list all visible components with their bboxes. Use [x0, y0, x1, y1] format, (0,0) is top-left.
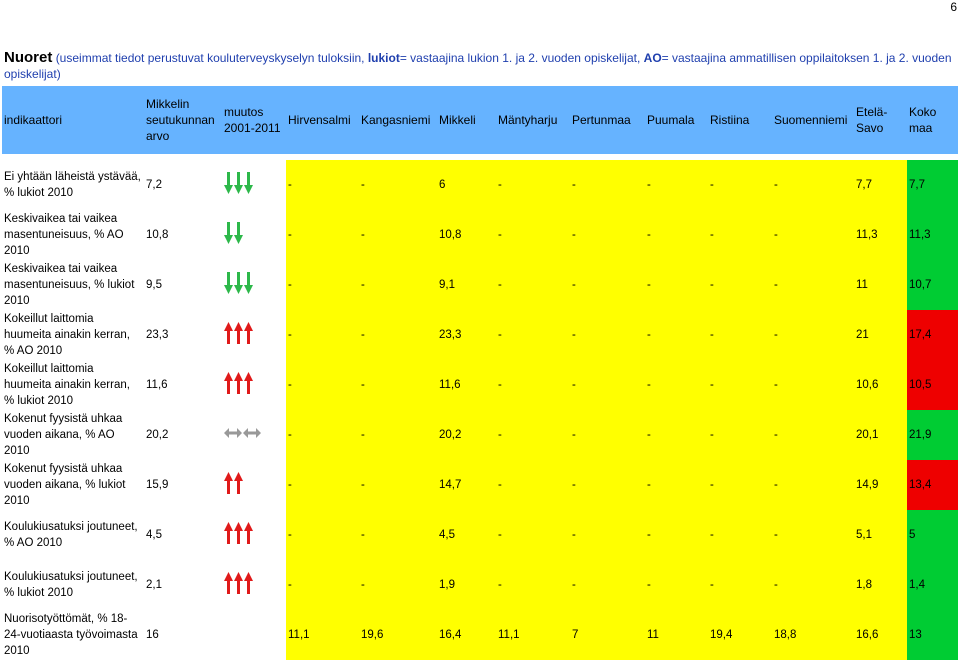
- koko-maa-cell: 13,4: [907, 460, 958, 510]
- red-up-arrow-icon: [234, 472, 243, 494]
- trend-arrows: [224, 472, 243, 494]
- muni-cell-suomenniemi: 18,8: [772, 610, 854, 660]
- koko-maa-cell: 10,7: [907, 260, 958, 310]
- muni-cell-kangasniemi: 19,6: [359, 610, 437, 660]
- etela-savo-cell: 5,1: [854, 510, 907, 560]
- col-header-suomenniemi: Suomenniemi: [772, 86, 854, 154]
- trend-arrows: [224, 428, 261, 438]
- muni-cell-puumala: -: [645, 360, 708, 410]
- muni-cell-puumala: 11: [645, 610, 708, 660]
- muni-cell-mikkeli: 9,1: [437, 260, 496, 310]
- muni-cell-mantyharju: -: [496, 310, 570, 360]
- muni-cell-kangasniemi: -: [359, 310, 437, 360]
- red-up-arrow-icon: [234, 572, 243, 594]
- muni-cell-pertunmaa: -: [570, 160, 645, 210]
- muni-cell-suomenniemi: -: [772, 260, 854, 310]
- muni-cell-hirvensalmi: -: [286, 560, 359, 610]
- arrow-shape: [224, 472, 233, 494]
- muni-cell-pertunmaa: 7: [570, 610, 645, 660]
- table-row: [2, 510, 958, 560]
- muni-cell-pertunmaa: -: [570, 310, 645, 360]
- muni-cell-suomenniemi: -: [772, 560, 854, 610]
- red-up-arrow-icon: [224, 322, 233, 344]
- green-down-arrow-icon: [244, 272, 253, 294]
- muni-cell-puumala: -: [645, 210, 708, 260]
- muni-cell-kangasniemi: -: [359, 560, 437, 610]
- muni-cell-puumala: -: [645, 410, 708, 460]
- koko-maa-cell: 11,3: [907, 210, 958, 260]
- etela-savo-cell: 14,9: [854, 460, 907, 510]
- green-down-arrow-icon: [224, 272, 233, 294]
- muni-cell-ristiina: -: [708, 160, 772, 210]
- koko-maa-cell: 5: [907, 510, 958, 560]
- muni-cell-pertunmaa: -: [570, 560, 645, 610]
- etela-savo-cell: 16,6: [854, 610, 907, 660]
- col-header-mantyharju: Mäntyharju: [496, 86, 570, 154]
- trend-arrows: [224, 572, 253, 594]
- col-header-koko-maa: Koko maa: [907, 86, 958, 154]
- muni-cell-hirvensalmi: -: [286, 510, 359, 560]
- muni-cell-puumala: -: [645, 460, 708, 510]
- muni-cell-mikkeli: 11,6: [437, 360, 496, 410]
- indicator-cell: Kokeillut laittomia huumeita ainakin kerran, % AO 2010: [2, 310, 144, 360]
- arrow-shape: [234, 372, 243, 394]
- muni-cell-puumala: -: [645, 560, 708, 610]
- muni-cell-mantyharju: -: [496, 210, 570, 260]
- muni-cell-kangasniemi: -: [359, 160, 437, 210]
- indicator-cell: Kokeillut laittomia huumeita ainakin kerran, % lukiot 2010: [2, 360, 144, 410]
- muni-cell-puumala: -: [645, 310, 708, 360]
- heading-ao-label: AO: [643, 51, 662, 65]
- trend-arrows: [224, 272, 253, 294]
- col-header-indicator: indikaattori: [2, 86, 144, 154]
- muni-cell-mikkeli: 14,7: [437, 460, 496, 510]
- page-heading: [4, 50, 956, 82]
- region-value-cell: 20,2: [144, 410, 222, 460]
- trend-cell: [222, 510, 286, 560]
- muni-cell-hirvensalmi: -: [286, 460, 359, 510]
- region-value-cell: 11,6: [144, 360, 222, 410]
- trend-arrows: [224, 222, 243, 244]
- region-value-cell: 15,9: [144, 460, 222, 510]
- red-up-arrow-icon: [234, 522, 243, 544]
- muni-cell-hirvensalmi: -: [286, 160, 359, 210]
- muni-cell-ristiina: -: [708, 510, 772, 560]
- page-number: 6: [950, 0, 957, 14]
- muni-cell-hirvensalmi: 11,1: [286, 610, 359, 660]
- arrow-shape: [244, 172, 253, 194]
- muni-cell-pertunmaa: -: [570, 360, 645, 410]
- muni-cell-mikkeli: 16,4: [437, 610, 496, 660]
- arrow-shape: [244, 272, 253, 294]
- arrow-shape: [224, 322, 233, 344]
- trend-cell: [222, 560, 286, 610]
- green-down-arrow-icon: [244, 172, 253, 194]
- etela-savo-cell: 10,6: [854, 360, 907, 410]
- muni-cell-pertunmaa: -: [570, 210, 645, 260]
- muni-cell-kangasniemi: -: [359, 460, 437, 510]
- table-row: [2, 560, 958, 610]
- etela-savo-cell: 11: [854, 260, 907, 310]
- arrow-shape: [234, 322, 243, 344]
- grey-double-arrow-icon: [243, 428, 261, 438]
- muni-cell-mantyharju: -: [496, 510, 570, 560]
- col-header-hirvensalmi: Hirvensalmi: [286, 86, 359, 154]
- indicator-table: [2, 86, 958, 660]
- green-down-arrow-icon: [234, 172, 243, 194]
- table-row: [2, 460, 958, 510]
- muni-cell-mikkeli: 23,3: [437, 310, 496, 360]
- muni-cell-suomenniemi: -: [772, 510, 854, 560]
- heading-note-part1: (useimmat tiedot perustuvat kouluterveyskyselyn tuloksiin,: [55, 51, 368, 65]
- muni-cell-mantyharju: -: [496, 560, 570, 610]
- trend-cell: [222, 210, 286, 260]
- etela-savo-cell: 20,1: [854, 410, 907, 460]
- green-down-arrow-icon: [224, 222, 233, 244]
- trend-cell: [222, 360, 286, 410]
- arrow-shape: [244, 322, 253, 344]
- muni-cell-suomenniemi: -: [772, 210, 854, 260]
- page-title: Nuoret: [4, 49, 53, 66]
- muni-cell-suomenniemi: -: [772, 460, 854, 510]
- arrow-shape: [234, 272, 243, 294]
- etela-savo-cell: 21: [854, 310, 907, 360]
- trend-arrows: [224, 322, 253, 344]
- muni-cell-ristiina: -: [708, 260, 772, 310]
- muni-cell-mikkeli: 6: [437, 160, 496, 210]
- arrow-shape: [224, 522, 233, 544]
- indicator-cell: Kokenut fyysistä uhkaa vuoden aikana, % lukiot 2010: [2, 460, 144, 510]
- col-header-mikkeli-region: Mikkelin seutukunnan arvo: [144, 86, 222, 154]
- heading-note-part3: = vastaajina ammatillisen oppilaitoksen 1. ja 2. vuoden opiskelijat): [4, 51, 952, 81]
- region-value-cell: 10,8: [144, 210, 222, 260]
- heading-note-part2: = vastaajina lukion 1. ja 2. vuoden opiskelijat,: [399, 51, 644, 65]
- koko-maa-cell: 1,4: [907, 560, 958, 610]
- red-up-arrow-icon: [244, 372, 253, 394]
- region-value-cell: 23,3: [144, 310, 222, 360]
- koko-maa-cell: 17,4: [907, 310, 958, 360]
- muni-cell-kangasniemi: -: [359, 260, 437, 310]
- arrow-shape: [224, 272, 233, 294]
- col-header-pertunmaa: Pertunmaa: [570, 86, 645, 154]
- region-value-cell: 7,2: [144, 160, 222, 210]
- table-row: [2, 310, 958, 360]
- table-row: [2, 210, 958, 260]
- red-up-arrow-icon: [224, 522, 233, 544]
- trend-arrows: [224, 172, 253, 194]
- table-body: [2, 154, 958, 660]
- red-up-arrow-icon: [224, 572, 233, 594]
- muni-cell-mikkeli: 20,2: [437, 410, 496, 460]
- trend-cell: [222, 160, 286, 210]
- arrow-shape: [244, 572, 253, 594]
- table-row: [2, 360, 958, 410]
- muni-cell-ristiina: -: [708, 560, 772, 610]
- muni-cell-mantyharju: 11,1: [496, 610, 570, 660]
- muni-cell-kangasniemi: -: [359, 210, 437, 260]
- green-down-arrow-icon: [234, 222, 243, 244]
- table-row: [2, 160, 958, 210]
- col-header-kangasniemi: Kangasniemi: [359, 86, 437, 154]
- muni-cell-hirvensalmi: -: [286, 260, 359, 310]
- muni-cell-ristiina: -: [708, 410, 772, 460]
- muni-cell-ristiina: 19,4: [708, 610, 772, 660]
- arrow-shape: [224, 172, 233, 194]
- red-up-arrow-icon: [224, 372, 233, 394]
- muni-cell-ristiina: -: [708, 310, 772, 360]
- indicator-cell: Ei yhtään läheistä ystävää, % lukiot 2010: [2, 160, 144, 210]
- col-header-change: muutos 2001-2011: [222, 86, 286, 154]
- arrow-shape: [224, 222, 233, 244]
- arrow-shape: [244, 522, 253, 544]
- muni-cell-mantyharju: -: [496, 410, 570, 460]
- muni-cell-hirvensalmi: -: [286, 410, 359, 460]
- muni-cell-kangasniemi: -: [359, 410, 437, 460]
- muni-cell-suomenniemi: -: [772, 160, 854, 210]
- green-down-arrow-icon: [224, 172, 233, 194]
- muni-cell-suomenniemi: -: [772, 310, 854, 360]
- etela-savo-cell: 7,7: [854, 160, 907, 210]
- region-value-cell: 4,5: [144, 510, 222, 560]
- etela-savo-cell: 1,8: [854, 560, 907, 610]
- muni-cell-pertunmaa: -: [570, 260, 645, 310]
- red-up-arrow-icon: [234, 372, 243, 394]
- muni-cell-puumala: -: [645, 160, 708, 210]
- muni-cell-mantyharju: -: [496, 260, 570, 310]
- table-header-row: [2, 86, 958, 154]
- grey-double-arrow-icon: [224, 428, 242, 438]
- muni-cell-hirvensalmi: -: [286, 310, 359, 360]
- muni-cell-ristiina: -: [708, 360, 772, 410]
- muni-cell-mikkeli: 10,8: [437, 210, 496, 260]
- red-up-arrow-icon: [244, 572, 253, 594]
- indicator-cell: Keskivaikea tai vaikea masentuneisuus, % AO 2010: [2, 210, 144, 260]
- koko-maa-cell: 21,9: [907, 410, 958, 460]
- trend-cell: [222, 460, 286, 510]
- arrow-shape: [224, 372, 233, 394]
- muni-cell-mikkeli: 1,9: [437, 560, 496, 610]
- muni-cell-mantyharju: -: [496, 460, 570, 510]
- heading-lukiot-label: lukiot: [367, 51, 400, 65]
- muni-cell-kangasniemi: -: [359, 360, 437, 410]
- muni-cell-mantyharju: -: [496, 160, 570, 210]
- muni-cell-pertunmaa: -: [570, 410, 645, 460]
- koko-maa-cell: 7,7: [907, 160, 958, 210]
- arrow-shape: [234, 172, 243, 194]
- region-value-cell: 16: [144, 610, 222, 660]
- red-up-arrow-icon: [224, 472, 233, 494]
- red-up-arrow-icon: [244, 322, 253, 344]
- koko-maa-cell: 13: [907, 610, 958, 660]
- table-row: [2, 260, 958, 310]
- muni-cell-mantyharju: -: [496, 360, 570, 410]
- etela-savo-cell: 11,3: [854, 210, 907, 260]
- muni-cell-ristiina: -: [708, 210, 772, 260]
- red-up-arrow-icon: [244, 522, 253, 544]
- muni-cell-suomenniemi: -: [772, 410, 854, 460]
- col-header-mikkeli: Mikkeli: [437, 86, 496, 154]
- arrow-shape: [244, 372, 253, 394]
- col-header-ristiina: Ristiina: [708, 86, 772, 154]
- muni-cell-kangasniemi: -: [359, 510, 437, 560]
- col-header-puumala: Puumala: [645, 86, 708, 154]
- muni-cell-hirvensalmi: -: [286, 360, 359, 410]
- col-header-etela-savo: Etelä-Savo: [854, 86, 907, 154]
- muni-cell-suomenniemi: -: [772, 360, 854, 410]
- arrow-shape: [234, 222, 243, 244]
- muni-cell-ristiina: -: [708, 460, 772, 510]
- indicator-cell: Nuorisotyöttömät, % 18-24-vuotiaasta työvoimasta 2010: [2, 610, 144, 660]
- muni-cell-puumala: -: [645, 510, 708, 560]
- arrow-shape: [224, 428, 242, 438]
- table-row: [2, 410, 958, 460]
- arrow-shape: [224, 572, 233, 594]
- muni-cell-mikkeli: 4,5: [437, 510, 496, 560]
- indicator-cell: Koulukiusatuksi joutuneet, % lukiot 2010: [2, 560, 144, 610]
- arrow-shape: [243, 428, 261, 438]
- trend-arrows: [224, 522, 253, 544]
- green-down-arrow-icon: [234, 272, 243, 294]
- indicator-cell: Keskivaikea tai vaikea masentuneisuus, % lukiot 2010: [2, 260, 144, 310]
- indicator-cell: Kokenut fyysistä uhkaa vuoden aikana, % AO 2010: [2, 410, 144, 460]
- muni-cell-puumala: -: [645, 260, 708, 310]
- muni-cell-pertunmaa: -: [570, 510, 645, 560]
- trend-cell: [222, 260, 286, 310]
- trend-cell: [222, 310, 286, 360]
- red-up-arrow-icon: [234, 322, 243, 344]
- koko-maa-cell: 10,5: [907, 360, 958, 410]
- arrow-shape: [234, 572, 243, 594]
- muni-cell-pertunmaa: -: [570, 460, 645, 510]
- trend-arrows: [224, 372, 253, 394]
- trend-cell: [222, 410, 286, 460]
- indicator-cell: Koulukiusatuksi joutuneet, % AO 2010: [2, 510, 144, 560]
- region-value-cell: 9,5: [144, 260, 222, 310]
- arrow-shape: [234, 472, 243, 494]
- muni-cell-hirvensalmi: -: [286, 210, 359, 260]
- arrow-shape: [234, 522, 243, 544]
- region-value-cell: 2,1: [144, 560, 222, 610]
